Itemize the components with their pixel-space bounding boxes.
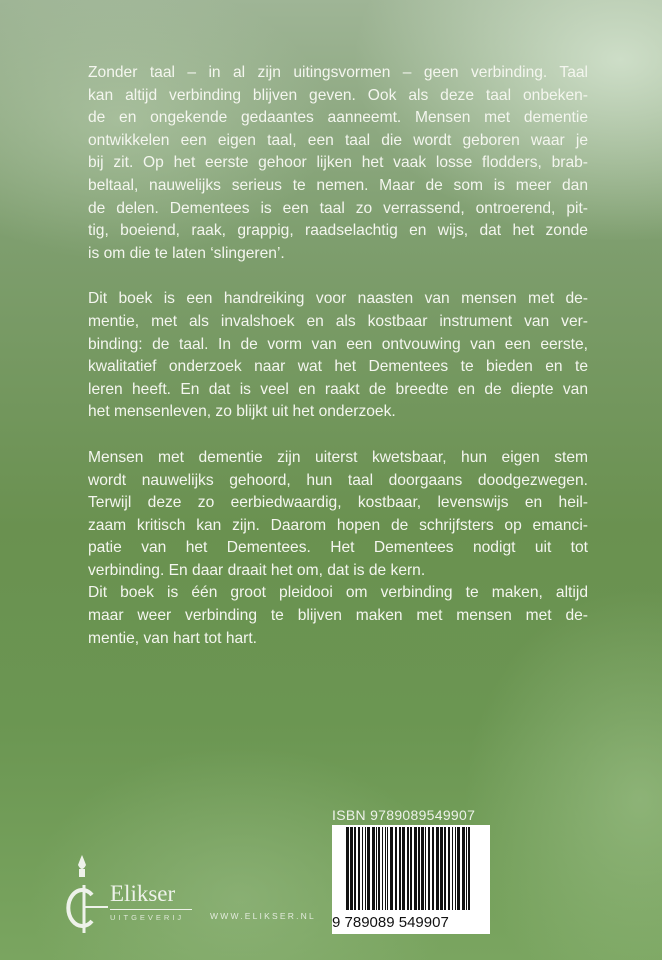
barcode-bar	[462, 827, 465, 910]
text-line: het mensenleven, zo blijkt uit het onderzoek.	[88, 403, 396, 421]
barcode-bar	[376, 827, 377, 910]
barcode-bar	[365, 827, 366, 910]
barcode-bar	[387, 827, 388, 910]
back-cover-text	[88, 62, 588, 673]
barcode-bar	[358, 827, 360, 910]
text-line: patie van het Dementees. Het Dementees nodigt uit tot	[88, 539, 588, 557]
text-line: Dit boek is één groot pleidooi om verbinding te maken, altijd	[88, 584, 588, 602]
barcode-bar	[466, 827, 467, 910]
text-line: verbinding. En daar draait het om, dat is de kern.	[88, 561, 426, 579]
text-line: Dit boek is een handreiking voor naasten van mensen met de-	[88, 290, 588, 308]
barcode-bar	[390, 827, 393, 910]
barcode-bar	[385, 827, 386, 910]
barcode-bar	[457, 827, 460, 910]
barcode-bar	[372, 827, 375, 910]
paragraph	[88, 288, 588, 424]
barcode-bar	[428, 827, 430, 910]
text-line: tig, boeiend, raak, grappig, raadselachtig en wijs, dat het zonde	[88, 222, 588, 240]
paragraph	[88, 582, 588, 650]
barcode-bar	[346, 827, 349, 910]
publisher-logo	[62, 881, 192, 935]
text-line: beltaal, nauwelijks serieus te nemen. Maar de som is meer dan	[88, 176, 588, 194]
barcode-bar	[452, 827, 453, 910]
isbn-label: ISBN 9789089549907	[332, 807, 476, 823]
barcode-bar	[378, 827, 380, 910]
barcode-bar	[425, 827, 426, 910]
barcode-bar	[448, 827, 450, 910]
barcode-bar	[421, 827, 424, 910]
text-line: kan altijd verbinding blijven geven. Ook als deze taal onbeken-	[88, 86, 588, 104]
text-line: ontwikkelen een eigen taal, een taal die wordt geboren waar je	[88, 131, 588, 149]
text-line: Zonder taal – in al zijn uitingsvormen – geen verbinding. Taal	[88, 64, 588, 81]
text-line: binding: de taal. In de vorm van een ontvouwing van een eerste,	[88, 335, 588, 353]
barcode-bar	[350, 827, 353, 910]
logo-divider	[110, 909, 192, 910]
text-line: Mensen met dementie zijn uiterst kwetsbaar, hun eigen stem	[88, 448, 588, 466]
text-line: is om die te laten ‘slingeren’.	[88, 244, 285, 262]
barcode-bar	[395, 827, 397, 910]
barcode-bar	[407, 827, 409, 910]
barcode-bar	[399, 827, 401, 910]
barcode-bar	[436, 827, 439, 910]
publisher-subtitle: UITGEVERIJ	[110, 913, 185, 922]
text-line: de en ongekende gedaantes aanneemt. Mensen met dementie	[88, 109, 588, 127]
text-line: maar weer verbinding te blijven maken met mensen met de-	[88, 607, 588, 625]
publisher-name: Elikser	[110, 881, 176, 906]
barcode-bar	[410, 827, 412, 910]
barcode-bar	[354, 827, 356, 910]
barcode-bar	[402, 827, 405, 910]
text-line: zaam kritisch kan zijn. Daarom hopen de schrijfsters op emanci-	[88, 516, 588, 534]
barcode-bar	[468, 827, 470, 910]
paragraph	[88, 447, 588, 583]
barcode-bar	[440, 827, 443, 910]
barcode-bar	[455, 827, 456, 910]
barcode-bar	[418, 827, 420, 910]
barcode-bar	[444, 827, 446, 910]
barcode-bar	[362, 827, 363, 910]
barcode-bar	[382, 827, 383, 910]
barcode	[332, 825, 490, 934]
paragraph	[88, 62, 588, 265]
text-line: bij zit. Op het eerste gehoor lijken het vaak losse flodders, brab-	[88, 154, 588, 172]
text-line: mentie, met als invalshoek en als kostbaar instrument van ver-	[88, 312, 588, 330]
text-line: kwalitatief onderzoek naar wat het Dementees te bieden en te	[88, 358, 588, 376]
logo-emblem-icon	[62, 855, 110, 935]
barcode-bar	[432, 827, 434, 910]
barcode-bar	[367, 827, 370, 910]
text-line: de delen. Dementees is een taal zo verrassend, ontroerend, pit-	[88, 199, 588, 217]
barcode-digits: 9 789089 549907	[332, 914, 449, 931]
text-line: mentie, van hart tot hart.	[88, 629, 258, 647]
barcode-bar	[414, 827, 417, 910]
text-line: leren heeft. En dat is veel en raakt de breedte en de diepte van	[88, 380, 588, 398]
publisher-website: WWW.ELIKSER.NL	[210, 911, 316, 921]
barcode-bars	[332, 825, 490, 920]
text-line: Terwijl deze zo eerbiedwaardig, kostbaar, levenswijs en heil-	[88, 494, 588, 512]
text-line: wordt nauwelijks gehoord, hun taal doorgaans doodgezwegen.	[88, 471, 588, 489]
